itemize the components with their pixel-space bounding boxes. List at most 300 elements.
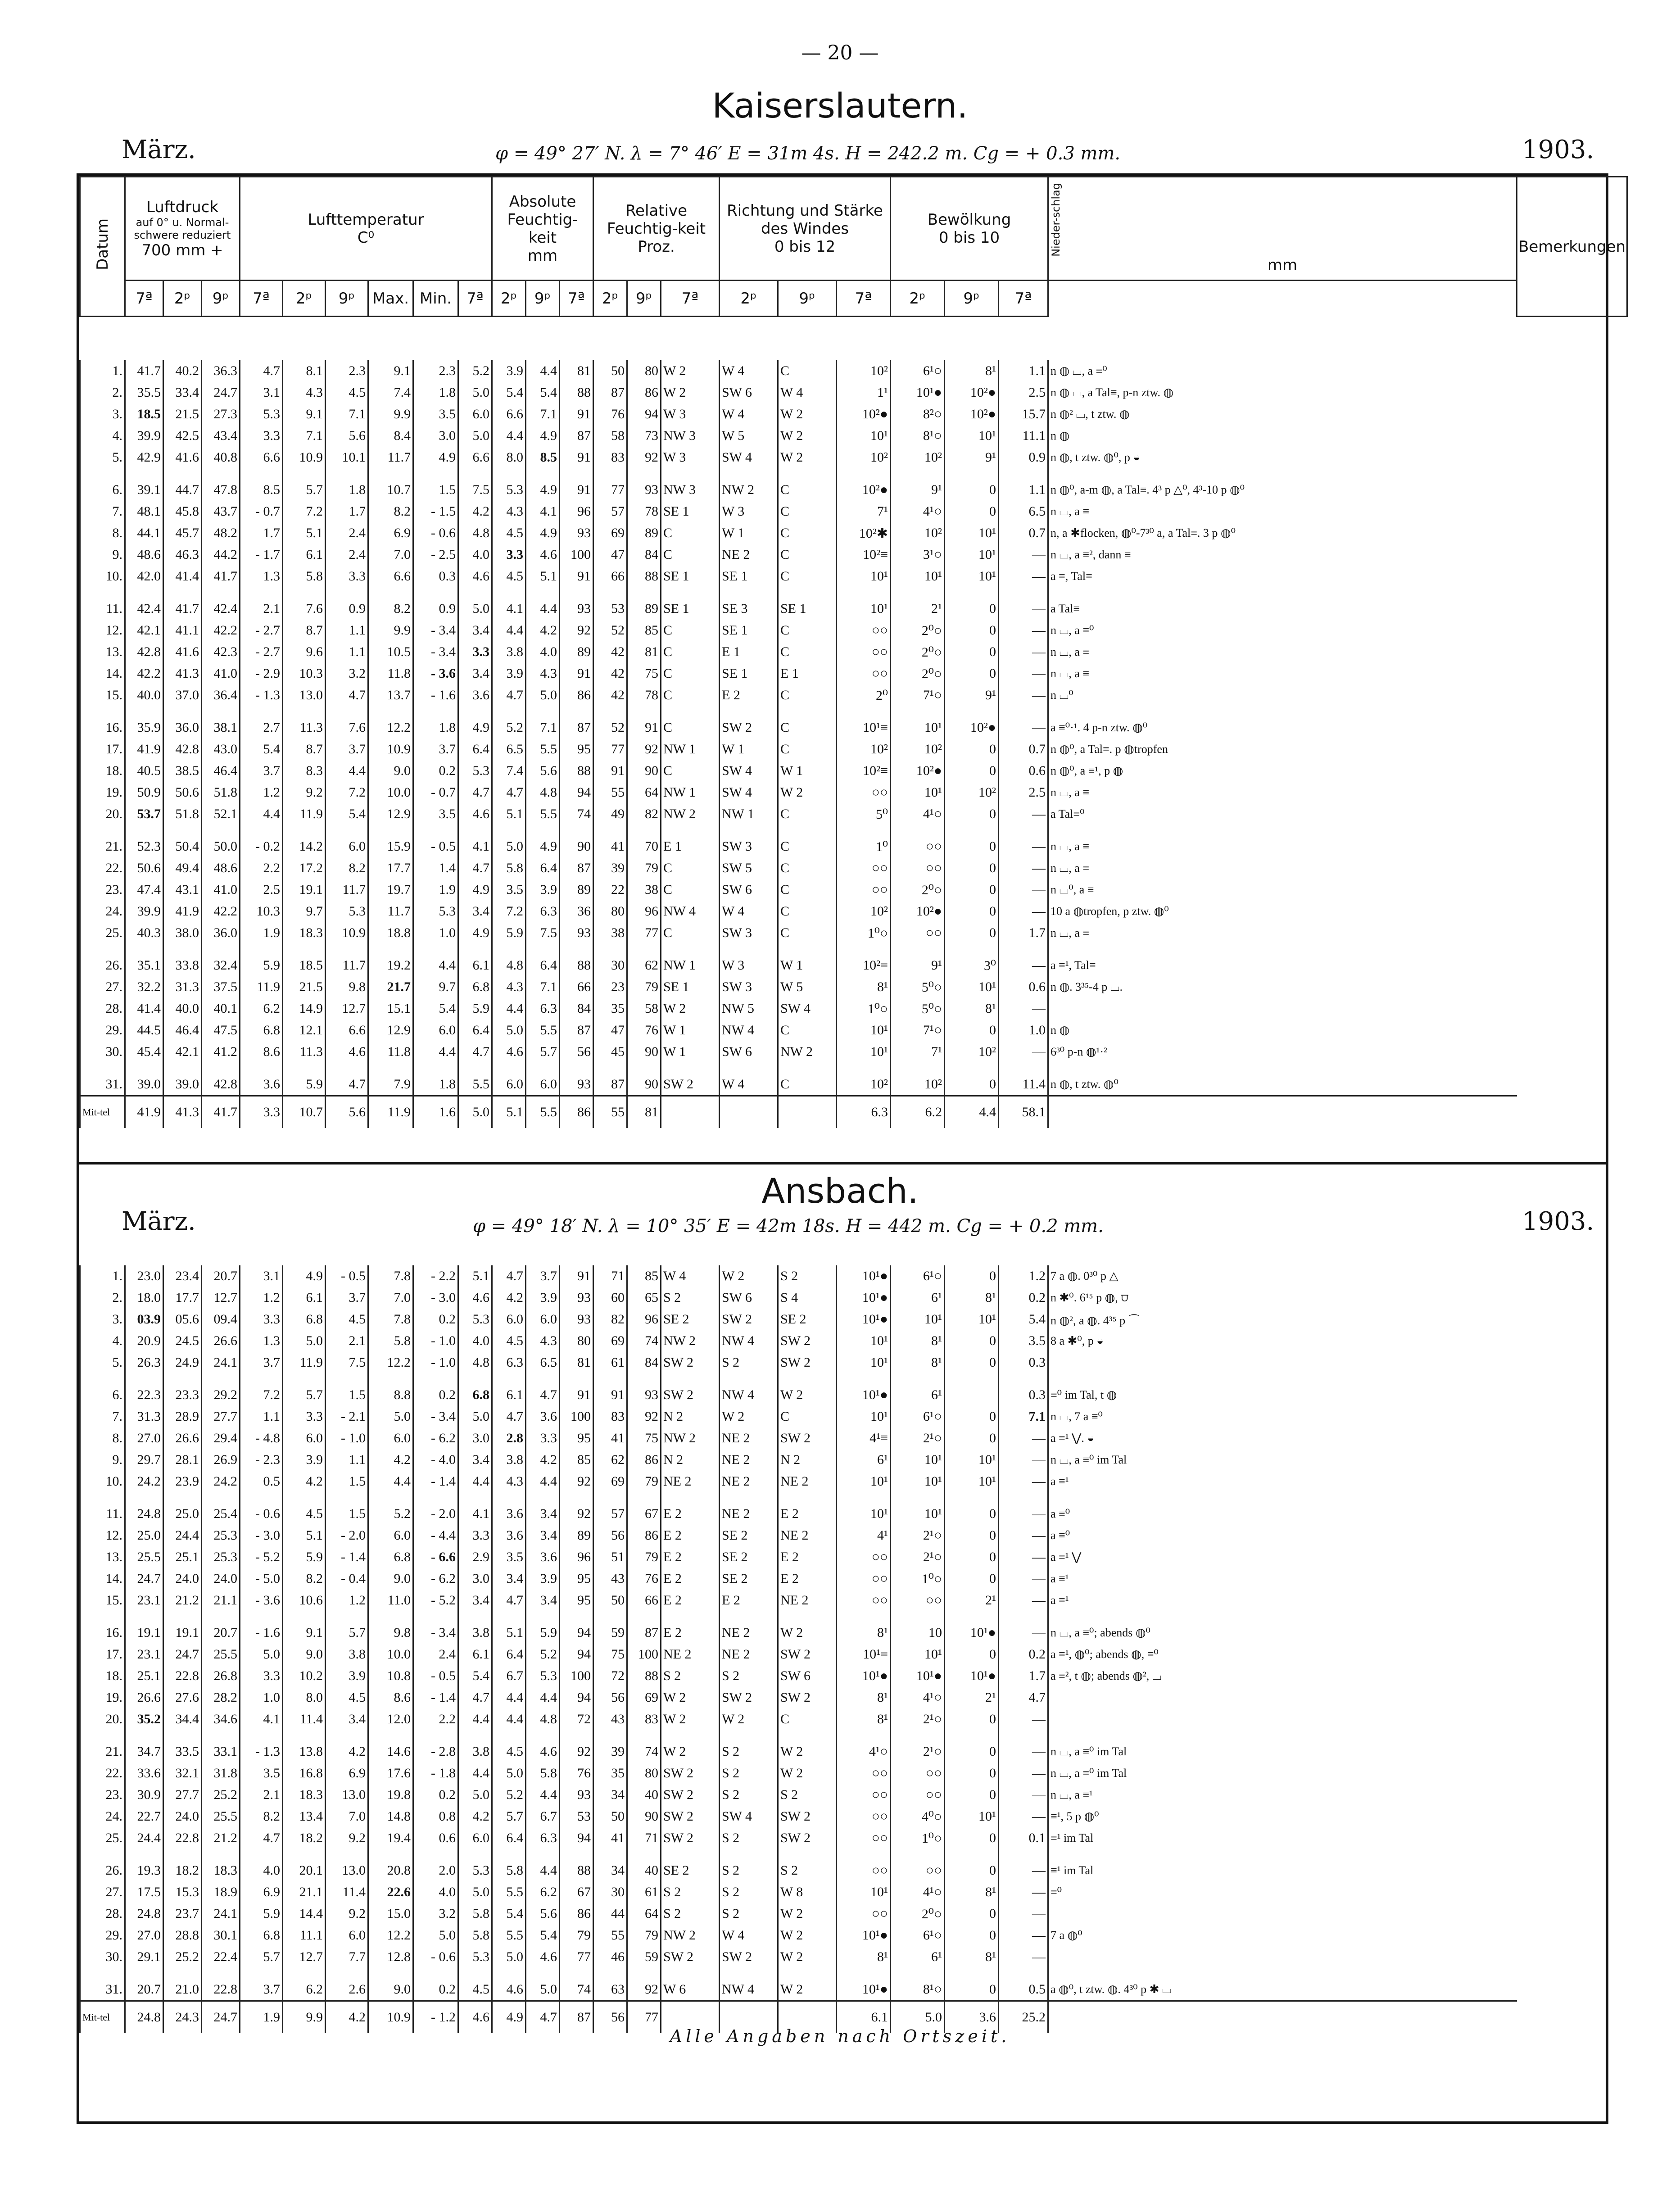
value-cell: 57	[593, 501, 627, 522]
value-cell: 3.6	[240, 1074, 283, 1096]
value-cell: 11.8	[368, 663, 413, 684]
value-cell: 6.4	[526, 857, 560, 879]
value-cell: —	[999, 1427, 1048, 1449]
value-cell: 40.8	[202, 447, 240, 468]
value-cell: 5.0	[492, 1946, 526, 1968]
value-cell: 41.7	[163, 598, 202, 620]
value-cell: —	[999, 1590, 1048, 1611]
value-cell: 2.1	[240, 1784, 283, 1806]
value-cell: - 0.2	[240, 836, 283, 857]
value-cell: 10¹	[891, 1471, 945, 1492]
remarks-cell: n ◍⁰, a ≡¹, p ◍	[1048, 760, 1517, 782]
value-cell: 42.4	[202, 598, 240, 620]
date-cell: 29.	[80, 1019, 125, 1041]
value-cell: 0	[945, 1503, 999, 1525]
value-cell: 27.6	[163, 1687, 202, 1708]
value-cell: —	[999, 566, 1048, 587]
value-cell: 74	[560, 1979, 593, 2001]
value-cell: 4.5	[492, 522, 526, 544]
value-cell: 3.7	[326, 739, 368, 760]
value-cell: 5.4	[526, 1925, 560, 1946]
date-cell: 30.	[80, 1946, 125, 1968]
value-cell: 10²●	[837, 403, 891, 425]
value-cell: 23.1	[125, 1590, 163, 1611]
table-row	[80, 1708, 1517, 1730]
value-cell: 26.6	[202, 1330, 240, 1352]
value-cell: W 1	[661, 1019, 720, 1041]
value-cell: SW 3	[720, 976, 778, 998]
value-cell: 42.3	[202, 641, 240, 663]
value-cell: ○○	[837, 1568, 891, 1590]
remarks-cell: n ◍, t ztw. ◍⁰	[1048, 1074, 1517, 1096]
value-cell: 91	[560, 447, 593, 468]
value-cell: 78	[627, 684, 661, 706]
value-cell: W 4	[720, 1925, 778, 1946]
value-cell: 36.3	[202, 360, 240, 382]
value-cell: 66	[560, 976, 593, 998]
value-cell: 86	[627, 1449, 661, 1471]
value-cell: NW 2	[661, 1925, 720, 1946]
value-cell: C	[778, 479, 837, 501]
value-cell: 4.9	[526, 836, 560, 857]
mean-value: 41.9	[125, 1096, 163, 1128]
value-cell: 7.4	[368, 382, 413, 403]
value-cell: 0.6	[413, 1827, 458, 1849]
date-cell: 9.	[80, 1449, 125, 1471]
remarks-cell: n ⌴, a ≡	[1048, 857, 1517, 879]
value-cell: 20.9	[125, 1330, 163, 1352]
value-cell: 0	[945, 1708, 999, 1730]
value-cell: ○○	[837, 641, 891, 663]
value-cell: 10	[891, 1622, 945, 1644]
value-cell: —	[999, 1546, 1048, 1568]
value-cell: 4.7	[526, 1384, 560, 1406]
value-cell: 5.9	[526, 1622, 560, 1644]
value-cell: 5.8	[526, 1763, 560, 1784]
value-cell: 95	[560, 1568, 593, 1590]
value-cell: 4.6	[326, 1041, 368, 1063]
value-cell: 8.1	[283, 360, 326, 382]
value-cell: 94	[560, 1622, 593, 1644]
value-cell: 0	[945, 620, 999, 641]
value-cell: 5.0	[458, 1881, 492, 1903]
value-cell: 10.6	[283, 1590, 326, 1611]
value-cell: NW 3	[661, 425, 720, 447]
date-cell: 19.	[80, 1687, 125, 1708]
value-cell: C	[778, 717, 837, 739]
value-cell: 17.6	[368, 1763, 413, 1784]
value-cell: 0	[945, 879, 999, 901]
value-cell: - 3.4	[413, 620, 458, 641]
value-cell: 96	[560, 1546, 593, 1568]
value-cell: 36.0	[163, 717, 202, 739]
value-cell: 69	[593, 1330, 627, 1352]
value-cell: S 2	[778, 1860, 837, 1881]
value-cell: 5.5	[492, 1881, 526, 1903]
value-cell: 6.2	[526, 1881, 560, 1903]
remarks-cell: n ◍, t ztw. ◍⁰, p ◒	[1048, 447, 1517, 468]
value-cell: ○○	[891, 857, 945, 879]
table-row	[80, 1946, 1517, 1968]
value-cell: 1.5	[326, 1471, 368, 1492]
value-cell: W 3	[661, 447, 720, 468]
value-cell: 43.0	[202, 739, 240, 760]
footer-note: Alle Angaben nach Ortszeit.	[670, 2026, 1010, 2046]
value-cell: 4.9	[458, 717, 492, 739]
value-cell: E 2	[778, 1568, 837, 1590]
absolute-humidity-unit: mm	[527, 246, 558, 265]
value-cell: SE 2	[720, 1525, 778, 1546]
value-cell: ○○	[837, 1590, 891, 1611]
value-cell: 2¹	[891, 598, 945, 620]
value-cell: W 2	[661, 1687, 720, 1708]
table-row	[80, 1330, 1517, 1352]
value-cell: —	[999, 1741, 1048, 1763]
date-cell: 24.	[80, 901, 125, 922]
value-cell: 50	[593, 360, 627, 382]
value-cell: 0.2	[413, 1309, 458, 1330]
mean-label: Mit-tel	[80, 2001, 125, 2034]
value-cell: C	[778, 1708, 837, 1730]
value-cell: 8¹○	[891, 425, 945, 447]
value-cell: ○○	[837, 620, 891, 641]
value-cell: 5.0	[240, 1644, 283, 1665]
value-cell: 5.2	[492, 1784, 526, 1806]
value-cell: 40.2	[163, 360, 202, 382]
value-cell: 5.5	[458, 1074, 492, 1096]
value-cell: 41.3	[163, 663, 202, 684]
date-cell: 17.	[80, 1644, 125, 1665]
value-cell: SW 2	[720, 1687, 778, 1708]
value-cell: 28.9	[163, 1406, 202, 1427]
value-cell: 0.8	[413, 1806, 458, 1827]
value-cell: 4.5	[283, 1503, 326, 1525]
value-cell: 92	[560, 620, 593, 641]
value-cell: 4.0	[413, 1881, 458, 1903]
value-cell: W 4	[720, 901, 778, 922]
absolute-humidity-header: Absolute Feuchtig-keit	[507, 192, 578, 247]
value-cell: 39.1	[125, 479, 163, 501]
value-cell: 5.1	[283, 1525, 326, 1546]
value-cell: 38	[593, 922, 627, 944]
value-cell: 56	[593, 1525, 627, 1546]
value-cell: 8¹○	[891, 1979, 945, 2001]
value-cell: 40.1	[202, 998, 240, 1019]
value-cell: 2¹○	[891, 1741, 945, 1763]
value-cell: 20.7	[202, 1265, 240, 1287]
value-cell: 5.6	[526, 1903, 560, 1925]
value-cell: 77	[627, 922, 661, 944]
value-cell: 61	[593, 1352, 627, 1373]
value-cell: - 3.0	[413, 1287, 458, 1309]
date-cell: 23.	[80, 1784, 125, 1806]
value-cell: 7.4	[492, 760, 526, 782]
value-cell: —	[999, 598, 1048, 620]
value-cell: C	[778, 803, 837, 825]
value-cell: 8¹	[891, 1352, 945, 1373]
value-cell: 1.9	[240, 922, 283, 944]
table-row	[80, 1881, 1517, 1903]
value-cell: 94	[560, 1827, 593, 1849]
value-cell: W 2	[778, 1741, 837, 1763]
value-cell: 10²●	[945, 717, 999, 739]
value-cell: 8¹	[837, 976, 891, 998]
date-cell: 9.	[80, 544, 125, 566]
value-cell: 3.3	[283, 1406, 326, 1427]
value-cell: ○○	[837, 663, 891, 684]
value-cell: 09.4	[202, 1309, 240, 1330]
value-cell: 4.4	[492, 620, 526, 641]
value-cell: 11.7	[368, 901, 413, 922]
value-cell: SE 1	[720, 566, 778, 587]
value-cell: 44.7	[163, 479, 202, 501]
value-cell: W 4	[720, 1074, 778, 1096]
value-cell: 88	[627, 566, 661, 587]
value-cell: SW 2	[661, 1763, 720, 1784]
value-cell: 89	[627, 598, 661, 620]
value-cell: 0	[945, 1860, 999, 1881]
value-cell: 81	[560, 360, 593, 382]
value-cell: ○○	[837, 1860, 891, 1881]
value-cell: 1.5	[326, 1503, 368, 1525]
value-cell: 6.6	[326, 1019, 368, 1041]
value-cell: W 2	[661, 382, 720, 403]
date-cell: 5.	[80, 447, 125, 468]
value-cell: 7¹	[837, 501, 891, 522]
value-cell: 47.8	[202, 479, 240, 501]
value-cell: 6.0	[492, 1074, 526, 1096]
value-cell: 7.0	[326, 1806, 368, 1827]
value-cell: E 2	[661, 1622, 720, 1644]
remarks-cell: n ⌴, a ≡⁰ im Tal	[1048, 1449, 1517, 1471]
mean-value: 3.3	[240, 1096, 283, 1128]
value-cell: 3.7	[526, 1265, 560, 1287]
value-cell: 0	[945, 836, 999, 857]
value-cell: 0	[945, 598, 999, 620]
cloud-header: Bewölkung	[927, 210, 1011, 229]
value-cell: 0	[945, 1074, 999, 1096]
col-7a: 7ª	[837, 281, 891, 317]
value-cell: 1.8	[413, 1074, 458, 1096]
value-cell: 4.9	[413, 447, 458, 468]
value-cell: C	[661, 922, 720, 944]
value-cell: 9.1	[283, 1622, 326, 1644]
value-cell: 10.0	[368, 1644, 413, 1665]
remarks-cell: n ◍	[1048, 1019, 1517, 1041]
remarks-cell: n ◍² ⌴, t ztw. ◍	[1048, 403, 1517, 425]
value-cell: S 2	[778, 1265, 837, 1287]
value-cell: W 1	[778, 955, 837, 976]
mean-value: - 1.2	[413, 2001, 458, 2034]
value-cell: 5.8	[458, 1903, 492, 1925]
value-cell: C	[661, 641, 720, 663]
value-cell: C	[778, 501, 837, 522]
value-cell: 8.5	[526, 447, 560, 468]
value-cell: SW 6	[720, 1287, 778, 1309]
value-cell: 5.3	[458, 760, 492, 782]
date-cell: 16.	[80, 1622, 125, 1644]
table-row	[80, 1741, 1517, 1763]
value-cell: 4.7	[458, 782, 492, 803]
value-cell: 2⁰	[837, 684, 891, 706]
value-cell: 0.5	[999, 1979, 1048, 2001]
value-cell: - 1.0	[413, 1330, 458, 1352]
value-cell: SW 2	[661, 1806, 720, 1827]
value-cell: 6.8	[240, 1019, 283, 1041]
date-cell: 13.	[80, 1546, 125, 1568]
value-cell: 2⁰○	[891, 879, 945, 901]
col-7a: 7ª	[999, 281, 1048, 317]
value-cell: E 2	[661, 1525, 720, 1546]
value-cell: 94	[627, 403, 661, 425]
value-cell: 10¹	[891, 717, 945, 739]
value-cell: 6¹	[891, 1946, 945, 1968]
value-cell: 18.9	[202, 1881, 240, 1903]
value-cell: 22.8	[163, 1827, 202, 1849]
value-cell: 05.6	[163, 1309, 202, 1330]
value-cell: 20.7	[202, 1622, 240, 1644]
value-cell: 80	[560, 1330, 593, 1352]
col-max: Max.	[368, 281, 413, 317]
mean-value: 1.9	[240, 2001, 283, 2034]
value-cell: 20.8	[368, 1860, 413, 1881]
value-cell: 35.2	[125, 1708, 163, 1730]
value-cell: 10.2	[283, 1665, 326, 1687]
value-cell: S 2	[720, 1763, 778, 1784]
value-cell: 61	[627, 1881, 661, 1903]
value-cell: 10¹●	[837, 1925, 891, 1946]
value-cell: 23.4	[163, 1265, 202, 1287]
value-cell: 4¹○	[837, 1741, 891, 1763]
table-row	[80, 382, 1517, 403]
value-cell: 8.2	[368, 501, 413, 522]
value-cell: 1⁰○	[891, 1827, 945, 1849]
value-cell: NE 2	[720, 1449, 778, 1471]
value-cell: 40.5	[125, 760, 163, 782]
col-9p: 9ᵖ	[945, 281, 999, 317]
date-cell: 31.	[80, 1074, 125, 1096]
value-cell: 39	[593, 1741, 627, 1763]
value-cell: SW 2	[661, 1074, 720, 1096]
mean-value: 77	[627, 2001, 661, 2034]
value-cell: ○○	[891, 836, 945, 857]
value-cell: ○○	[837, 1806, 891, 1827]
value-cell: 79	[627, 1471, 661, 1492]
value-cell: 87	[560, 425, 593, 447]
date-cell: 25.	[80, 922, 125, 944]
precipitation-header: Nieder-schlag	[1050, 182, 1062, 257]
value-cell: 33.4	[163, 382, 202, 403]
table-row	[80, 1384, 1517, 1406]
date-cell: 23.	[80, 879, 125, 901]
value-cell: 5.9	[458, 998, 492, 1019]
remarks-cell: ≡⁰	[1048, 1881, 1517, 1903]
value-cell: 25.5	[125, 1546, 163, 1568]
value-cell: 4.4	[240, 803, 283, 825]
value-cell: - 3.6	[240, 1590, 283, 1611]
value-cell: 92	[560, 1503, 593, 1525]
value-cell: 41	[593, 836, 627, 857]
remarks-cell: n ◍ ⌴, a Tal≡, p-n ztw. ◍	[1048, 382, 1517, 403]
value-cell: 5.0	[492, 1019, 526, 1041]
value-cell: 21.7	[368, 976, 413, 998]
mean-value: 3.6	[945, 2001, 999, 2034]
value-cell: 12.2	[368, 717, 413, 739]
value-cell: 4.9	[458, 922, 492, 944]
value-cell: 6.0	[413, 1019, 458, 1041]
value-cell: 35.1	[125, 955, 163, 976]
col-2p: 2ᵖ	[593, 281, 627, 317]
value-cell: —	[999, 1622, 1048, 1644]
value-cell: 25.5	[202, 1806, 240, 1827]
value-cell: 5.0	[413, 1925, 458, 1946]
value-cell: 5.0	[492, 836, 526, 857]
value-cell: W 2	[720, 1265, 778, 1287]
value-cell: 6¹○	[891, 1925, 945, 1946]
value-cell: 12.7	[202, 1287, 240, 1309]
value-cell: 52.1	[202, 803, 240, 825]
value-cell: 3.8	[458, 1622, 492, 1644]
table-row	[80, 782, 1517, 803]
value-cell: 93	[627, 1384, 661, 1406]
value-cell: 6.6	[240, 447, 283, 468]
col-7a: 7ª	[458, 281, 492, 317]
value-cell: 4.4	[492, 1687, 526, 1708]
value-cell: W 4	[778, 382, 837, 403]
table-row	[80, 998, 1517, 1019]
value-cell: 0.3	[999, 1352, 1048, 1373]
mean-value: 6.2	[891, 1096, 945, 1128]
value-cell: C	[661, 760, 720, 782]
value-cell: 4.3	[492, 976, 526, 998]
value-cell: 0	[945, 1903, 999, 1925]
remarks-cell: a ≡¹	[1048, 1568, 1517, 1590]
value-cell: - 0.6	[240, 1503, 283, 1525]
value-cell: 9¹	[945, 447, 999, 468]
value-cell: 3.2	[413, 1903, 458, 1925]
value-cell: 41.7	[125, 360, 163, 382]
value-cell: W 2	[778, 425, 837, 447]
value-cell: 66	[593, 566, 627, 587]
table-row	[80, 760, 1517, 782]
mean-value: 6.1	[837, 2001, 891, 2034]
value-cell: 4.4	[526, 1860, 560, 1881]
value-cell: 0	[945, 1925, 999, 1946]
mean-value: 10.9	[368, 2001, 413, 2034]
value-cell: 28.8	[163, 1925, 202, 1946]
value-cell: 81	[560, 1352, 593, 1373]
date-cell: 2.	[80, 1287, 125, 1309]
value-cell: 20.1	[283, 1860, 326, 1881]
date-cell: 12.	[80, 620, 125, 641]
value-cell: 3.5	[413, 403, 458, 425]
value-cell: 93	[560, 1784, 593, 1806]
value-cell: 10²●	[891, 901, 945, 922]
value-cell: 8.2	[368, 598, 413, 620]
value-cell: 33.1	[202, 1741, 240, 1763]
value-cell: 30	[593, 1881, 627, 1903]
date-cell: 3.	[80, 403, 125, 425]
value-cell: 15.3	[163, 1881, 202, 1903]
value-cell: 43.4	[202, 425, 240, 447]
value-cell: 11.8	[368, 1041, 413, 1063]
value-cell: 6.4	[458, 739, 492, 760]
value-cell: 6.0	[283, 1427, 326, 1449]
value-cell: —	[999, 1708, 1048, 1730]
remarks-cell: n ◍², a ◍. 4³⁵ p ⌒	[1048, 1309, 1517, 1330]
date-cell: 4.	[80, 1330, 125, 1352]
value-cell: E 2	[661, 1546, 720, 1568]
